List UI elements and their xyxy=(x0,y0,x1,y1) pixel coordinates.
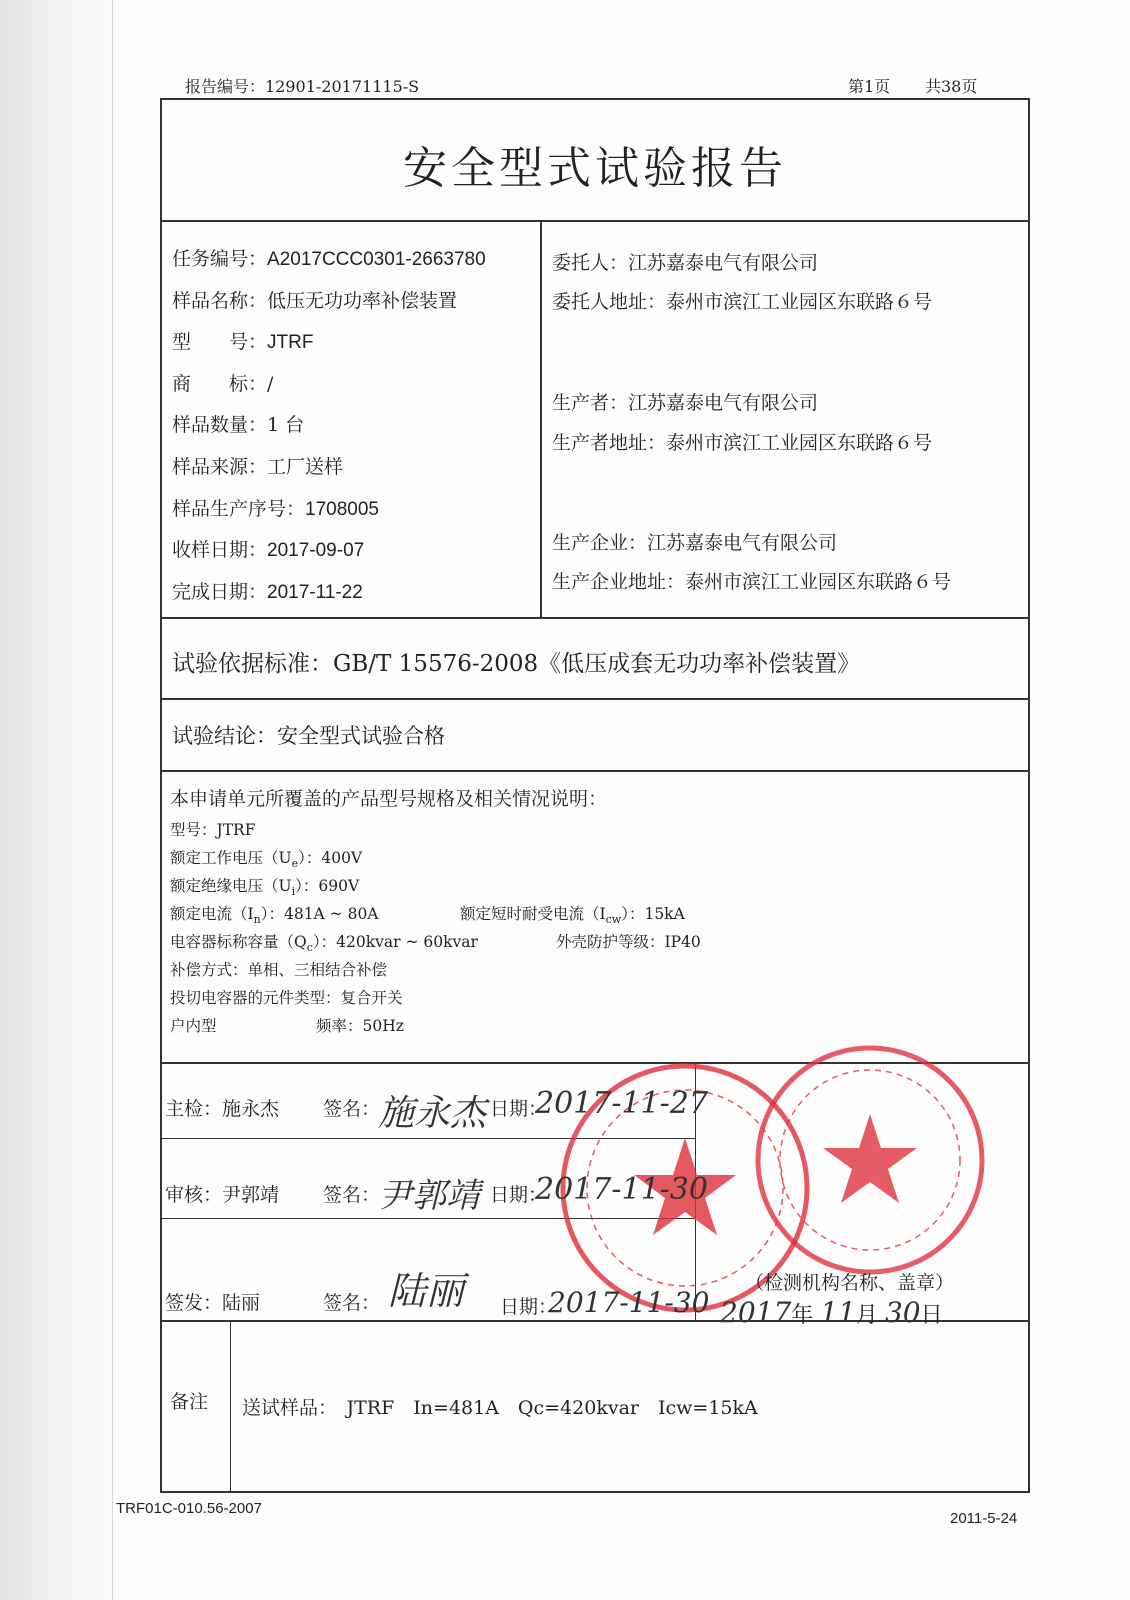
form-number: TRF01C-010.56-2007 xyxy=(116,1500,262,1517)
client: 委托人：江苏嘉泰电气有限公司 xyxy=(552,252,819,274)
trademark-label: 商 标： xyxy=(172,373,268,395)
model-label: 型 号： xyxy=(172,331,268,353)
factory-address: 生产企业地址：泰州市滨江工业园区东联路６号 xyxy=(552,571,952,593)
reviewer-date-label: 日期： xyxy=(490,1184,548,1206)
completed-date-label: 完成日期： xyxy=(172,581,268,603)
seal-national xyxy=(758,1048,982,1272)
quantity-label: 样品数量： xyxy=(172,414,268,436)
desc-capacitance: 电容器标称容量$(Q_c)$：420kvar ~ 60kvar xyxy=(170,933,478,955)
model-value: JTRF xyxy=(267,332,314,353)
desc-insulation-voltage: 额定绝缘电压$(U_i)$：690V xyxy=(170,877,360,899)
inspector-signature: 施永杰 xyxy=(378,1093,487,1134)
test-conclusion: 试验结论：安全型式试验合格 xyxy=(172,724,445,748)
completed-date-value: 2017-11-22 xyxy=(267,582,363,603)
desc-model: 型号：JTRF xyxy=(170,821,256,839)
report-title: 安全型式试验报告 xyxy=(403,143,787,194)
desc-rated-voltage: 额定工作电压$(U_e)$：400V xyxy=(170,849,363,871)
desc-ip-rating: 外壳防护等级：IP40 xyxy=(556,933,701,951)
received-date-value: 2017-09-07 xyxy=(267,540,365,561)
source-value: 工厂送样 xyxy=(267,456,344,478)
source-label: 样品来源： xyxy=(172,456,268,478)
remarks-label: 备注 xyxy=(170,1391,209,1413)
task-number-value: A2017CCC0301-2663780 xyxy=(267,249,486,270)
approver-signature: 陆丽 xyxy=(388,1269,465,1313)
factory: 生产企业：江苏嘉泰电气有限公司 xyxy=(552,532,838,554)
seal-note: （检测机构名称、盖章） xyxy=(745,1272,955,1294)
inspector-name: 施永杰 xyxy=(222,1098,280,1120)
desc-frequency: 频率：50Hz xyxy=(316,1017,404,1035)
approver-role: 签发： xyxy=(165,1292,223,1314)
producer: 生产者：江苏嘉泰电气有限公司 xyxy=(552,392,819,414)
serial-label: 样品生产序号： xyxy=(172,498,306,520)
sample-name-label: 样品名称： xyxy=(172,290,268,312)
reviewer-date: 2017-11-30 xyxy=(535,1172,708,1207)
task-number-label: 任务编号： xyxy=(172,248,268,270)
inspector-date: 2017-11-27 xyxy=(535,1086,708,1121)
page-number: 第1页 xyxy=(848,77,891,96)
desc-indoor: 户内型 xyxy=(170,1017,217,1035)
trademark-value: / xyxy=(267,373,274,395)
desc-rated-current: 额定电流$(I_n)$：481A ~ 80A xyxy=(170,905,379,927)
binding-edge xyxy=(0,0,113,1600)
reviewer-sign-label: 签名： xyxy=(323,1184,381,1206)
client-address: 委托人地址：泰州市滨江工业园区东联路６号 xyxy=(552,291,933,313)
quantity-value: 1 台 xyxy=(267,414,305,436)
received-date-label: 收样日期： xyxy=(172,539,268,561)
inspector-role: 主检： xyxy=(165,1098,223,1120)
reviewer-name: 尹郭靖 xyxy=(222,1184,280,1206)
approver-date-label: 日期： xyxy=(500,1296,558,1318)
sample-name-value: 低压无功功率补偿装置 xyxy=(267,290,458,312)
reviewer-role: 审核： xyxy=(165,1184,223,1206)
desc-compensation: 补偿方式：单相、三相结合补偿 xyxy=(170,961,388,979)
remarks-text: 送试样品： JTRF In=481A Qc=420kvar Icw=15kA xyxy=(242,1397,758,1419)
producer-address: 生产者地址：泰州市滨江工业园区东联路６号 xyxy=(552,432,933,454)
page-total: 共38页 xyxy=(925,77,978,96)
report-number: 报告编号：12901-20171115-S xyxy=(185,77,420,96)
form-date: 2011-5-24 xyxy=(950,1510,1018,1527)
approver-date: 2017-11-30 xyxy=(548,1286,710,1319)
inspector-sign-label: 签名： xyxy=(323,1098,381,1120)
seal-date: 2017年 11月 30日 xyxy=(720,1296,943,1329)
approver-name: 陆丽 xyxy=(222,1292,261,1314)
test-standard: 试验依据标准：GB/T 15576-2008《低压成套无功功率补偿装置》 xyxy=(172,651,861,677)
desc-switch-type: 投切电容器的元件类型：复合开关 xyxy=(170,989,403,1007)
inspector-date-label: 日期： xyxy=(490,1098,548,1120)
desc-withstand-current: 额定短时耐受电流$(I_{cw})$：15kA xyxy=(460,905,685,927)
reviewer-signature: 尹郭靖 xyxy=(378,1176,480,1216)
approver-sign-label: 签名： xyxy=(323,1292,381,1314)
desc-heading: 本申请单元所覆盖的产品型号规格及相关情况说明： xyxy=(170,788,608,810)
serial-value: 1708005 xyxy=(305,499,379,520)
